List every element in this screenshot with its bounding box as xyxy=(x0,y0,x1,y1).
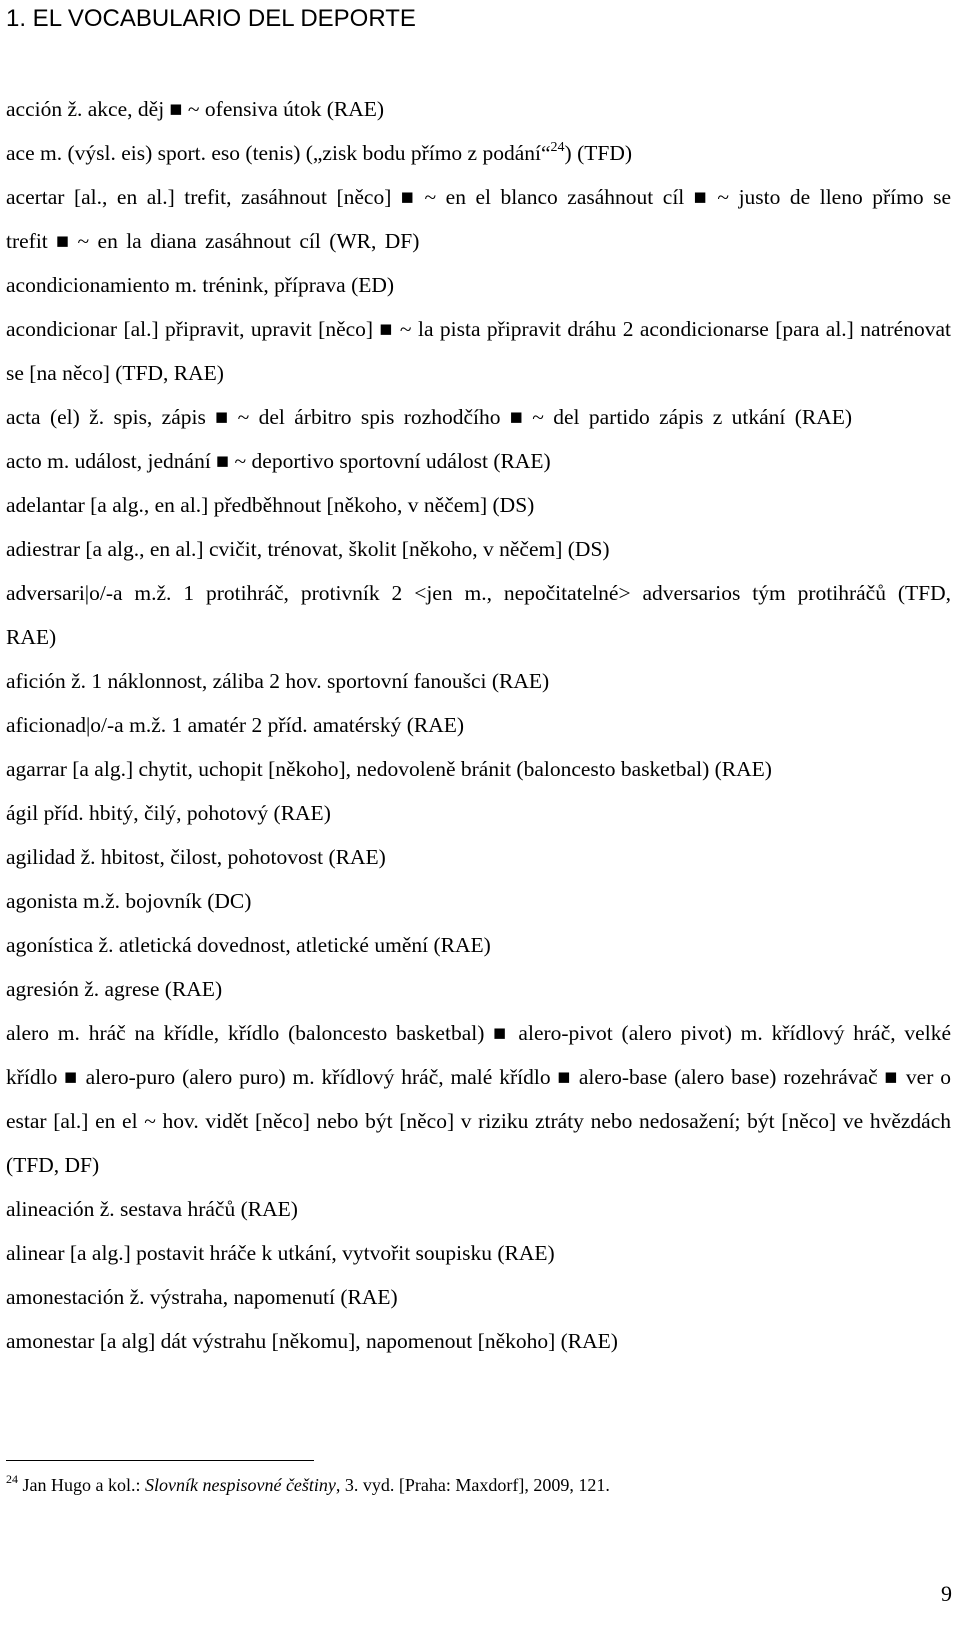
entry-text: ) (TFD) xyxy=(564,141,633,165)
vocabulary-entry: alero m. hráč na křídle, křídlo (baloncesto basketbal) ■ alero-pivot (alero pivot) m. křídlový hráč, velké křídlo ■ alero-puro (alero puro) m. křídlový hráč, malé křídlo ■ alero-base (alero base) rozehrávač ■ ver o estar [al.] en el ~ hov. vidět [něco] nebo být [něco] v riziku ztráty nebo nedosažení; být [něco] ve hvězdách (TFD, DF) xyxy=(6,1021,951,1177)
vocabulary-entry: alinear [a alg.] postavit hráče k utkání, vytvořit soupisku (RAE) xyxy=(6,1241,555,1265)
vocabulary-entry: amonestación ž. výstraha, napomenutí (RAE) xyxy=(6,1285,398,1309)
footnote-book-title: Slovník nespisovné češtiny xyxy=(144,1475,336,1495)
footnote-text: Jan Hugo a kol.: xyxy=(18,1475,145,1495)
vocabulary-entry: ágil příd. hbitý, čilý, pohotový (RAE) xyxy=(6,801,331,825)
vocabulary-entry: acertar [al., en al.] trefit, zasáhnout [něco] ■ ~ en el blanco zasáhnout cíl ■ ~ justo de lleno přímo se trefit ■ ~ en la diana zasáhnout cíl (WR, DF) xyxy=(6,185,951,253)
vocabulary-entry: agonística ž. atletická dovednost, atletické umění (RAE) xyxy=(6,933,491,957)
vocabulary-entry: agresión ž. agrese (RAE) xyxy=(6,977,223,1001)
vocabulary-entry: aficionad|o/-a m.ž. 1 amatér 2 příd. amatérský (RAE) xyxy=(6,713,465,737)
entry-text: ace m. (výsl. eis) sport. eso (tenis) („zisk bodu přímo z podání“ xyxy=(6,141,551,165)
vocabulary-entry: adiestrar [a alg., en al.] cvičit, trénovat, školit [někoho, v něčem] (DS) xyxy=(6,537,610,561)
vocabulary-entry xyxy=(6,131,951,175)
vocabulary-entry: acta (el) ž. spis, zápis ■ ~ del árbitro spis rozhodčího ■ ~ del partido zápis z utkání (RAE) xyxy=(6,405,853,429)
footnote-text: , 3. vyd. [Praha: Maxdorf], 2009, 121. xyxy=(335,1475,610,1495)
vocabulary-entry: acondicionamiento m. trénink, příprava (ED) xyxy=(6,273,395,297)
vocabulary-entry: agarrar [a alg.] chytit, uchopit [někoho], nedovoleně bránit (baloncesto basketbal) (RAE) xyxy=(6,757,772,781)
vocabulary-entry: adversari|o/-a m.ž. 1 protihráč, protivník 2 <jen m., nepočitatelné> adversarios tým protihráčů (TFD, RAE) xyxy=(6,581,951,649)
vocabulary-entry: amonestar [a alg] dát výstrahu [někomu], napomenout [někoho] (RAE) xyxy=(6,1329,618,1353)
page-number: 9 xyxy=(941,1581,952,1606)
footnote-reference: 24 xyxy=(550,140,565,155)
vocabulary-entry: acondicionar [al.] připravit, upravit [něco] ■ ~ la pista připravit dráhu 2 acondicionarse [para al.] natrénovat se [na něco] (TFD, RAE) xyxy=(6,317,951,385)
vocabulary-entry: acción ž. akce, děj ■ ~ ofensiva útok (RAE) xyxy=(6,97,385,121)
footnote-separator xyxy=(6,1460,314,1461)
vocabulary-entry: agilidad ž. hbitost, čilost, pohotovost (RAE) xyxy=(6,845,386,869)
vocabulary-entry: acto m. událost, jednání ■ ~ deportivo sportovní událost (RAE) xyxy=(6,449,551,473)
vocabulary-entry: alineación ž. sestava hráčů (RAE) xyxy=(6,1197,298,1221)
footnote-mark: 24 xyxy=(6,1472,18,1486)
vocabulary-list xyxy=(6,87,951,1363)
vocabulary-entry: adelantar [a alg., en al.] předběhnout [někoho, v něčem] (DS) xyxy=(6,493,535,517)
vocabulary-entry: agonista m.ž. bojovník (DC) xyxy=(6,889,252,913)
vocabulary-entry: afición ž. 1 náklonnost, záliba 2 hov. sportovní fanoušci (RAE) xyxy=(6,669,550,693)
chapter-heading: 1. EL VOCABULARIO DEL DEPORTE xyxy=(6,5,416,32)
footnote xyxy=(6,1472,610,1498)
